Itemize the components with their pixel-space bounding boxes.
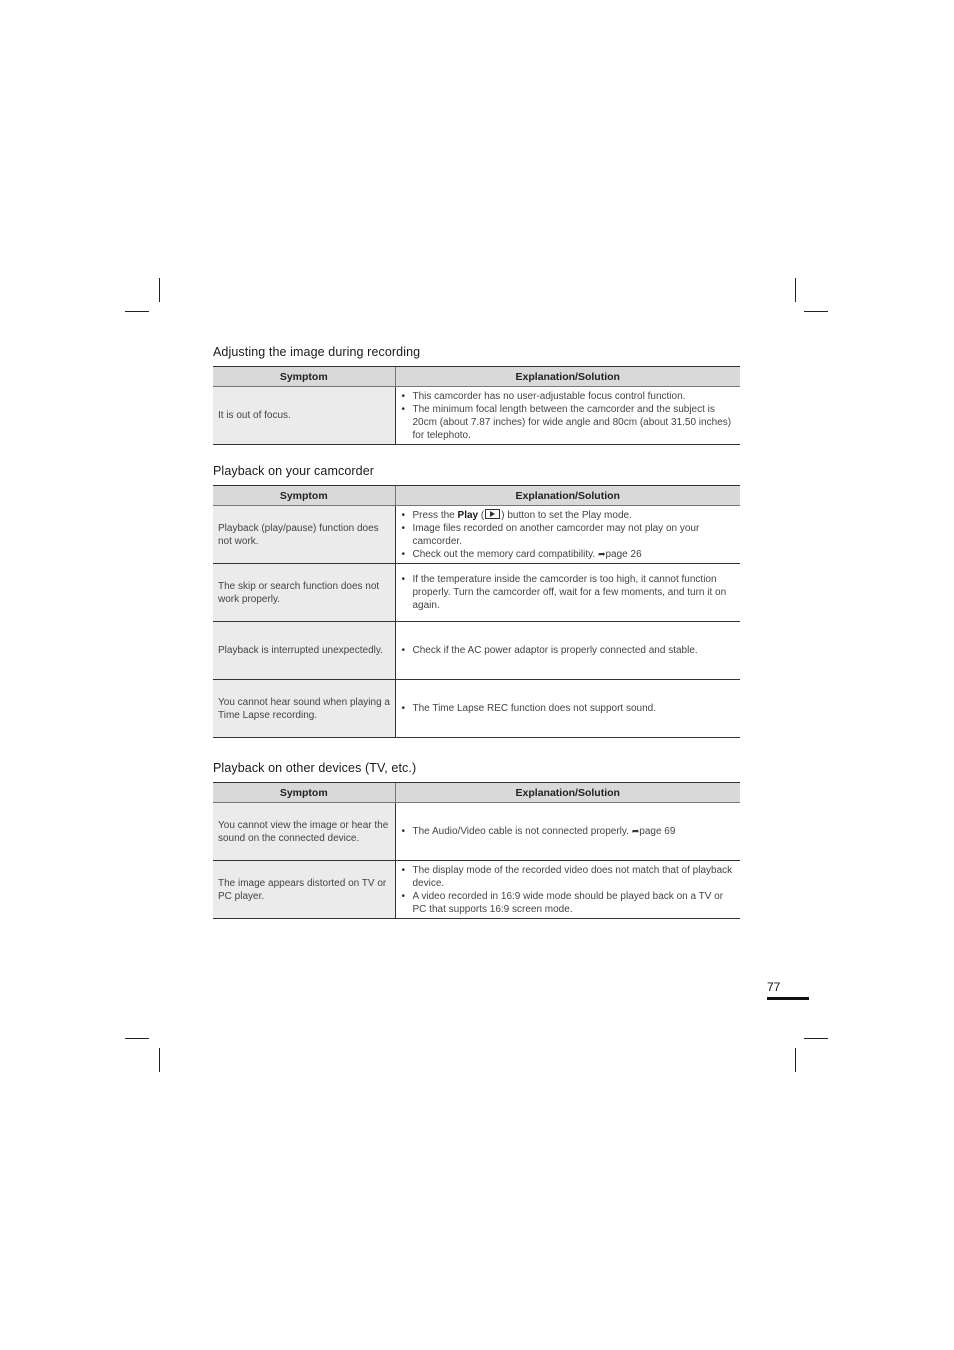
page-reference-arrow-icon: ➦	[631, 826, 640, 836]
solution-cell	[395, 387, 740, 445]
section-title: Playback on your camcorder	[213, 464, 375, 478]
solution-header: Explanation/Solution	[395, 486, 740, 506]
section-title: Playback on other devices (TV, etc.)	[213, 761, 417, 775]
play-button-icon	[485, 509, 500, 519]
table-row	[213, 387, 740, 445]
symptom-cell: You cannot view the image or hear the sound on the connected device.	[213, 803, 395, 861]
section-playback-other-devices	[213, 761, 740, 919]
solution-item: • If the temperature inside the camcorder is too high, it cannot function properly. Turn the camcorder off, wait for a few moments, and turn it on again.	[400, 573, 737, 612]
table-header-row	[213, 783, 740, 803]
solution-item: • The Time Lapse REC function does not support sound.	[400, 702, 737, 715]
solution-cell	[395, 803, 740, 861]
solution-cell	[395, 861, 740, 919]
page-reference-arrow-icon: ➦	[597, 548, 606, 559]
solution-text: (	[478, 509, 485, 521]
table-row	[213, 506, 740, 564]
section-playback-camcorder	[213, 464, 740, 738]
solution-cell	[395, 506, 740, 564]
table-row	[213, 564, 740, 622]
crop-mark	[125, 311, 149, 312]
symptom-cell: It is out of focus.	[213, 387, 395, 445]
crop-mark	[804, 311, 828, 312]
symptom-header: Symptom	[213, 783, 395, 803]
symptom-cell: The skip or search function does not work properly.	[213, 564, 395, 622]
troubleshooting-table	[213, 366, 740, 445]
troubleshooting-table	[213, 485, 740, 738]
table-row	[213, 622, 740, 680]
section-adjusting-image	[213, 345, 740, 445]
crop-mark	[804, 1038, 828, 1039]
crop-mark	[159, 1048, 160, 1072]
solution-item	[400, 509, 737, 522]
table-row	[213, 803, 740, 861]
solution-header: Explanation/Solution	[395, 783, 740, 803]
table-row	[213, 680, 740, 738]
solution-cell	[395, 680, 740, 738]
crop-mark	[159, 278, 160, 302]
solution-text: Press the	[412, 509, 458, 521]
solution-item: • The display mode of the recorded video does not match that of playback device.	[400, 864, 737, 890]
crop-mark	[795, 1048, 796, 1072]
symptom-cell: Playback (play/pause) function does not work.	[213, 506, 395, 564]
solution-item	[400, 825, 737, 838]
symptom-header: Symptom	[213, 486, 395, 506]
table-header-row	[213, 486, 740, 506]
solution-item: • The minimum focal length between the camcorder and the subject is 20cm (about 7.87 inches) for wide angle and 80cm (about 31.50 inches) for telephoto.	[400, 403, 737, 442]
symptom-header: Symptom	[213, 367, 395, 387]
solution-item	[400, 548, 737, 561]
solution-text: ) button to set the Play mode.	[501, 509, 632, 521]
solution-cell	[395, 564, 740, 622]
symptom-cell: You cannot hear sound when playing a Time Lapse recording.	[213, 680, 395, 738]
solution-text: The Audio/Video cable is not connected properly.	[412, 826, 632, 837]
page-number-bar	[767, 997, 809, 1000]
solution-cell	[395, 622, 740, 680]
troubleshooting-table	[213, 782, 740, 919]
symptom-cell: The image appears distorted on TV or PC player.	[213, 861, 395, 919]
crop-mark	[125, 1038, 149, 1039]
play-label: Play	[457, 509, 479, 521]
solution-text: Check out the memory card compatibility.	[412, 548, 598, 560]
solution-item: • A video recorded in 16:9 wide mode should be played back on a TV or PC that supports 16:9 screen mode.	[400, 890, 737, 916]
solution-item: • Image files recorded on another camcorder may not play on your camcorder.	[400, 522, 737, 548]
solution-item: • This camcorder has no user-adjustable focus control function.	[400, 390, 737, 403]
table-row	[213, 861, 740, 919]
solution-header: Explanation/Solution	[395, 367, 740, 387]
section-title: Adjusting the image during recording	[213, 345, 421, 359]
page-number: 77	[767, 980, 781, 994]
symptom-cell: Playback is interrupted unexpectedly.	[213, 622, 395, 680]
table-header-row	[213, 367, 740, 387]
crop-mark	[795, 278, 796, 302]
page-reference: page 69	[639, 826, 676, 837]
solution-item: • Check if the AC power adaptor is properly connected and stable.	[400, 644, 737, 657]
page-reference: page 26	[605, 548, 642, 560]
